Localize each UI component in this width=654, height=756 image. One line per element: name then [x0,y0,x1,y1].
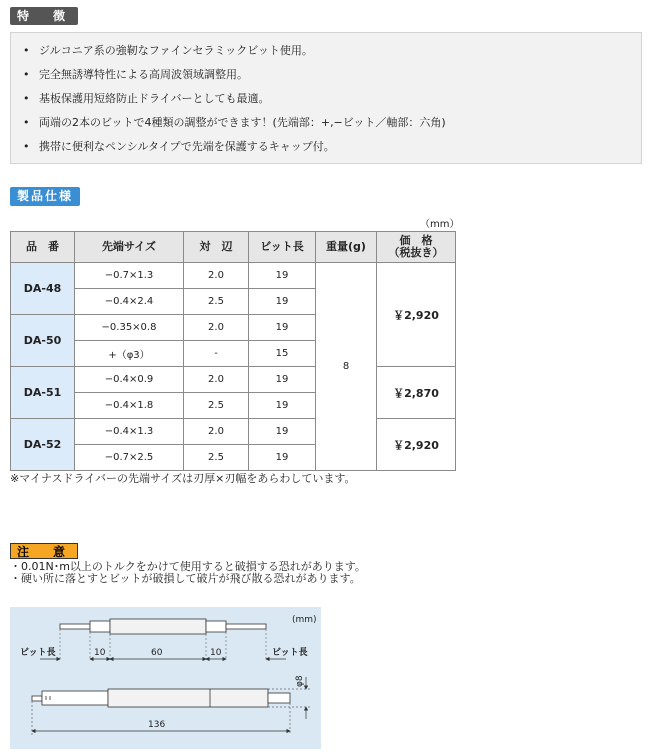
spec-unit-label: （mm） [420,219,460,230]
bullet-icon: • [23,44,30,57]
bit-length-cell: 19 [249,263,316,289]
bit-length-label-left: ビット長 [20,648,56,658]
table-row [11,419,456,445]
bit-length-cell: 19 [249,393,316,419]
model-cell: DA-52 [11,419,75,471]
header-price-line1: 価 格 [399,234,433,247]
dim-60: 60 [151,648,163,658]
cap-body [42,691,108,705]
header-price-line2: （税抜き） [388,246,444,259]
right-collar [206,621,226,632]
bit-length-cell: 19 [249,445,316,471]
diagram-unit: (mm) [292,615,317,625]
cap-tip [32,696,42,701]
spec-note: ※マイナスドライバーの先端サイズは刃厚×刃幅をあらわしています。 [10,472,356,485]
bullet-icon: • [23,92,30,105]
price-cell: ￥2,920 [377,419,456,471]
width-cell: 2.5 [184,445,249,471]
bit-length-cell: 19 [249,419,316,445]
caution-line: ・0.01N･m以上のトルクをかけて使用すると破損する恐れがあります。 [10,560,366,573]
width-cell: 2.5 [184,393,249,419]
center-grip [110,619,206,634]
bullet-icon: • [23,68,30,81]
header-weight: 重量(g) [316,232,377,263]
tip-size-cell: −0.35×0.8 [75,315,184,341]
tip-size-cell: −0.4×0.9 [75,367,184,393]
screwdriver-side-view [32,689,290,707]
dim-diameter: φ8 [295,675,305,687]
pencil-body [108,689,268,707]
tip-size-cell: −0.4×1.3 [75,419,184,445]
left-collar [90,621,110,632]
left-bit [60,624,90,629]
spec-header-row [11,232,456,263]
price-cell: ￥2,920 [377,263,456,367]
width-cell: 2.5 [184,289,249,315]
features-list-box [10,32,642,164]
bit-length-cell: 15 [249,341,316,367]
feature-text: 携帯に便利なペンシルタイプで先端を保護するキャップ付。 [39,140,335,153]
tip-size-cell: −0.4×1.8 [75,393,184,419]
table-row [11,263,456,289]
tip-size-cell: +（φ3） [75,341,184,367]
width-cell: 2.0 [184,263,249,289]
bit-length-cell: 19 [249,367,316,393]
bullet-icon: • [23,140,30,153]
header-model: 品 番 [11,232,75,263]
right-bit [226,624,266,629]
feature-text: 完全無誘導特性による高周波領域調整用。 [39,68,248,81]
header-tip-size: 先端サイズ [75,232,184,263]
feature-item [23,111,641,135]
bit-length-cell: 19 [249,315,316,341]
feature-item [23,135,641,159]
header-width-across: 対 辺 [184,232,249,263]
weight-cell: 8 [316,263,377,471]
width-cell: 2.0 [184,315,249,341]
caution-heading: 注 意 [10,543,78,559]
width-cell: - [184,341,249,367]
dimension-diagram [10,607,321,749]
header-price [377,232,456,263]
dim-total: 136 [148,720,166,730]
feature-text: 基板保護用短絡防止ドライバーとしても最適。 [39,92,270,105]
tip-size-cell: −0.4×2.4 [75,289,184,315]
feature-item [23,39,641,63]
bit-length-cell: 19 [249,289,316,315]
feature-item [23,63,641,87]
price-cell: ￥2,870 [377,367,456,419]
dim-10-right: 10 [210,648,222,658]
dim-10-left: 10 [94,648,106,658]
width-cell: 2.0 [184,367,249,393]
caution-line: ・硬い所に落とすとビットが破損して破片が飛び散る恐れがあります。 [10,572,361,585]
feature-text: 両端の2本のビットで4種類の調整ができます！(先端部：+,−ビット／軸部：六角) [39,116,446,129]
model-cell: DA-51 [11,367,75,419]
table-row [11,367,456,393]
tip-size-cell: −0.7×2.5 [75,445,184,471]
model-cell: DA-48 [11,263,75,315]
feature-text: ジルコニア系の強靭なファインセラミックビット使用。 [39,44,313,57]
header-bit-length: ビット長 [249,232,316,263]
bullet-icon: • [23,116,30,129]
pencil-end [268,693,290,703]
spec-heading: 製品仕様 [10,187,80,206]
width-cell: 2.0 [184,419,249,445]
tip-size-cell: −0.7×1.3 [75,263,184,289]
screwdriver-top-view [60,619,266,634]
spec-table [10,231,456,471]
dimension-drawing [10,607,321,749]
model-cell: DA-50 [11,315,75,367]
bit-length-label-right: ビット長 [272,648,308,658]
features-list [11,33,641,159]
features-heading: 特 徴 [10,7,78,25]
feature-item [23,87,641,111]
